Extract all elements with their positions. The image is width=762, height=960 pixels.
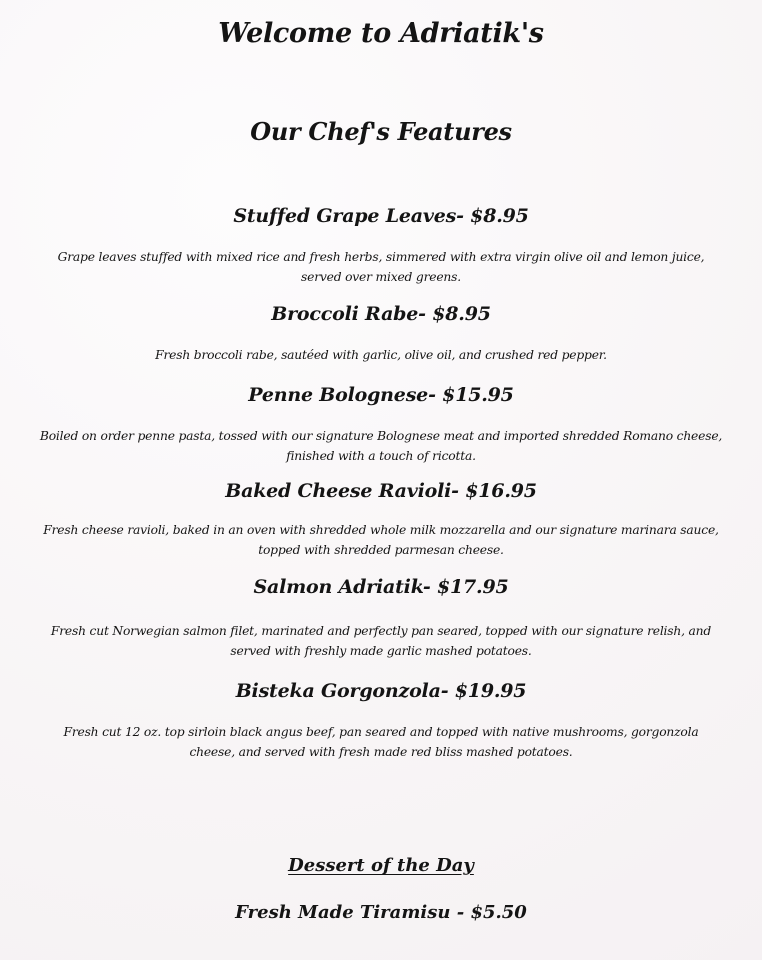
item-description-line: Fresh cut Norwegian salmon filet, marinated and perfectly pan seared, topped with our signature relish, and [50,624,712,638]
item-description-line: Fresh cheese ravioli, baked in an oven with shredded whole milk mozzarella and our signature marinara sauce, [43,523,719,537]
item-description-line: cheese, and served with fresh made red bliss mashed potatoes. [189,745,573,759]
section-title: Our Chef's Features [250,117,512,146]
item-description [30,722,732,762]
item-description [30,520,732,560]
item-title: Stuffed Grape Leaves- $8.95 [233,205,529,227]
item-description [30,621,732,661]
item-description-line: served over mixed greens. [301,270,461,284]
item-description-line: Fresh broccoli rabe, sautéed with garlic, olive oil, and crushed red pepper. [155,348,607,362]
item-title: Salmon Adriatik- $17.95 [253,576,509,598]
item-description-line: Boiled on order penne pasta, tossed with our signature Bolognese meat and imported shredded Romano cheese, [39,429,723,443]
item-description-line: Fresh cut 12 oz. top sirloin black angus beef, pan seared and topped with native mushrooms, gorgonzola [63,725,699,739]
item-title: Penne Bolognese- $15.95 [248,384,514,406]
item-description [30,247,732,287]
item-description [30,426,732,466]
dessert-heading: Dessert of the Day [288,855,474,876]
item-title: Baked Cheese Ravioli- $16.95 [225,480,537,502]
dessert-item: Fresh Made Tiramisu - $5.50 [235,902,527,923]
page-title: Welcome to Adriatik's [218,18,544,49]
item-description-line: served with freshly made garlic mashed potatoes. [230,644,532,658]
item-description [30,345,732,365]
item-description-line: finished with a touch of ricotta. [286,449,476,463]
item-description-line: Grape leaves stuffed with mixed rice and fresh herbs, simmered with extra virgin olive oil and lemon juice, [57,250,705,264]
item-description-line: topped with shredded parmesan cheese. [258,543,504,557]
item-title: Broccoli Rabe- $8.95 [271,303,491,325]
item-title: Bisteka Gorgonzola- $19.95 [235,680,527,702]
